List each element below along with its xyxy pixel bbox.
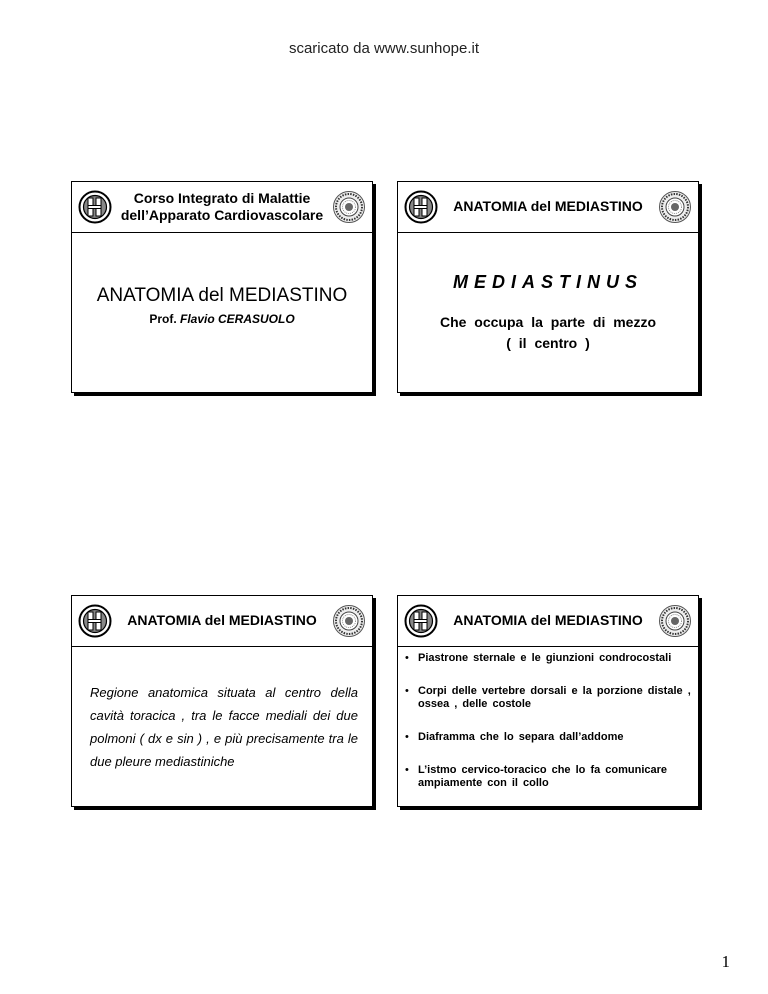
slide-heading: MEDIASTINUS (452, 272, 643, 292)
seal-icon (658, 604, 692, 638)
page-header: scaricato da www.sunhope.it (288, 40, 480, 57)
body-line-2: ( il centro ) (506, 335, 590, 351)
university-logo-icon (78, 604, 112, 638)
list-item: • Corpi delle vertebre dorsali e la porzione distale , ossea , delle costole (404, 685, 692, 711)
slide-header (72, 182, 372, 233)
list-item: • Piastrone sternale e le giunzioni condrocostali (404, 652, 692, 665)
body-line-1: Che occupa la parte di mezzo (439, 314, 657, 330)
university-logo-icon (78, 190, 112, 224)
bullet-list (404, 652, 692, 810)
slide-title: ANATOMIA del MEDIASTINO (453, 612, 643, 629)
list-item: • L’istmo cervico-toracico che lo fa comunicare ampiamente con il collo (404, 764, 692, 790)
slide-title: ANATOMIA del MEDIASTINO (127, 612, 317, 629)
slide-body (398, 312, 698, 354)
university-logo-icon (404, 604, 438, 638)
page-number: 1 (721, 952, 730, 971)
author-name: Flavio CERASUOLO (180, 312, 295, 326)
list-item: • Diaframma che lo separa dall’addome (404, 731, 692, 744)
university-logo-icon (404, 190, 438, 224)
slide-3 (71, 595, 373, 807)
seal-icon (332, 190, 366, 224)
seal-icon (332, 604, 366, 638)
slide-header (398, 182, 698, 233)
slide-body: Regione anatomica situata al centro della cavità toracica , tra le facce mediali dei due polmoni ( dx e sin ) , e più precisamente tra le due pleure mediastiniche (90, 685, 358, 769)
author-prefix: Prof. (149, 312, 177, 326)
slide-main-title: ANATOMIA del MEDIASTINO (96, 285, 348, 306)
slide-title: Corso Integrato di Malattie dell’Apparato Cardiovascolare (120, 189, 324, 223)
seal-icon (658, 190, 692, 224)
slide-4 (397, 595, 699, 807)
slide-author (72, 312, 372, 326)
slide-header (398, 596, 698, 647)
slide-header (72, 596, 372, 647)
slide-1 (71, 181, 373, 393)
slide-2 (397, 181, 699, 393)
slide-title: ANATOMIA del MEDIASTINO (453, 198, 643, 215)
